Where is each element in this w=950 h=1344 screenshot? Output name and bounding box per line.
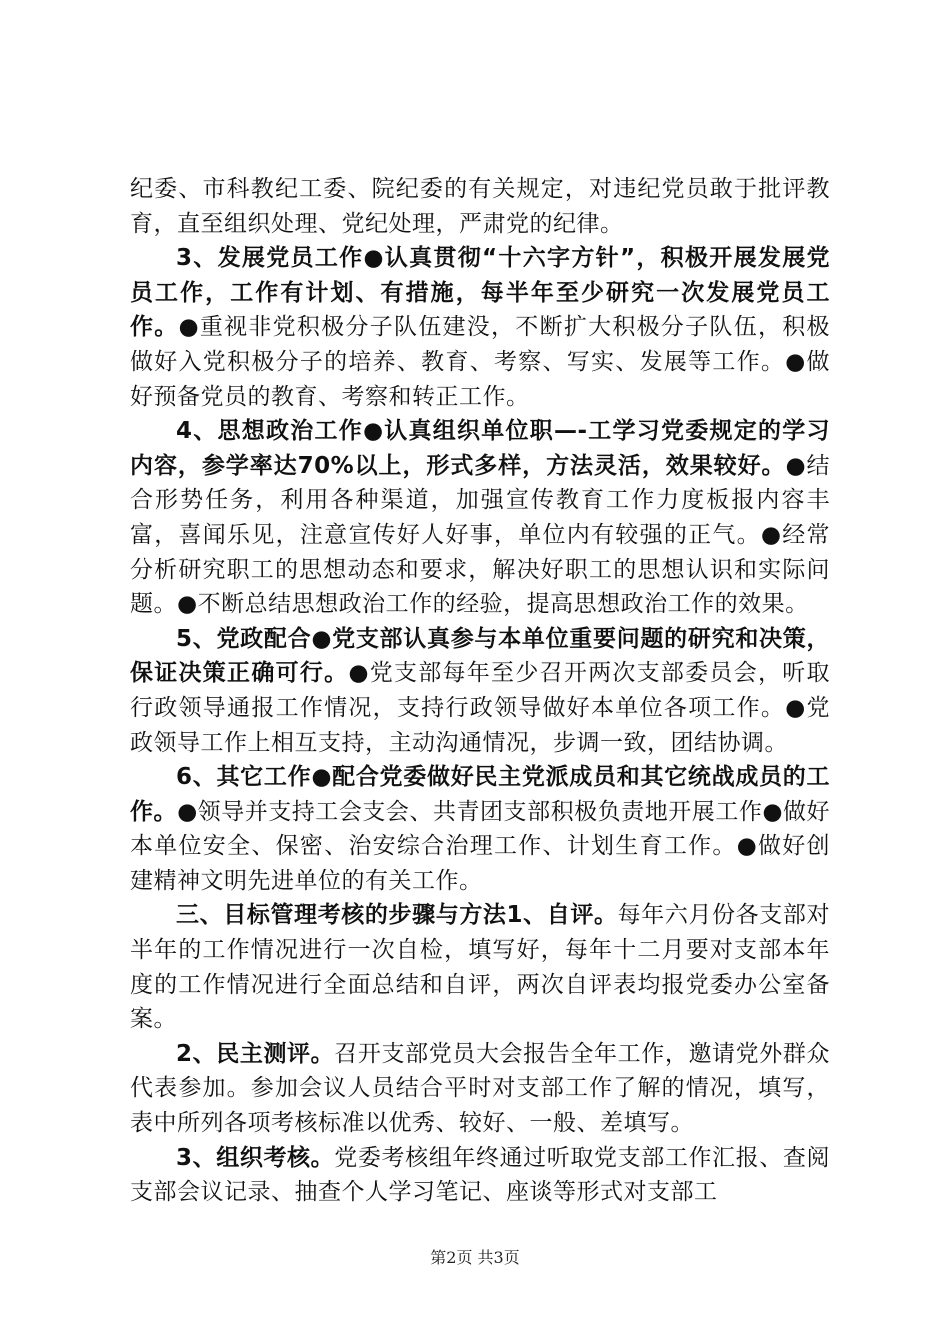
paragraph-heading-text: 3、发展党员工作●认真贯彻“十六字方针”，积极开展发展党员工作，工作有计划、有措施，每半年至少研究一次发展党员工作。: [130, 245, 830, 341]
paragraph-heading-text: 5、党政配合●党支部认真参与本单位重要问题的研究和决策，保证决策正确可行。: [130, 625, 830, 687]
paragraph: [130, 1037, 830, 1141]
paragraph-text: ●领导并支持工会支会、共青团支部积极负责地开展工作●做好本单位安全、保密、治安综合治理工作、计划生育工作。●做好创建精神文明先进单位的有关工作。: [130, 798, 831, 894]
paragraph-heading-text: 三、目标管理考核的步骤与方法1、自评。: [176, 902, 618, 929]
paragraph-heading-text: 4、思想政治工作●认真组织单位职—-工学习党委规定的学习内容，参学率达70%以上，形式多样，方法灵活，效果较好。: [130, 418, 830, 479]
paragraph-heading-text: 2、民主测评。: [176, 1040, 335, 1067]
paragraph: [130, 622, 830, 760]
paragraph-text: 纪委、市科教纪工委、院纪委的有关规定，对违纪党员敢于批评教育，直至组织处理、党纪处理，严肃党的纪律。: [130, 176, 830, 237]
paragraph-text: 每年六月份各支部对半年的工作情况进行一次自检，填写好，每年十二月要对支部本年度的工作情况进行全面总结和自评，两次自评表均报党委办公室备案。: [130, 902, 830, 1033]
paragraph: [130, 1141, 830, 1210]
paragraph-text: 党委考核组年终通过听取党支部工作汇报、查阅支部会议记录、抽查个人学习笔记、座谈等形式对支部工: [130, 1144, 830, 1206]
page-footer: 第2页 共3页: [430, 1248, 520, 1267]
paragraph-text: ●结合形势任务，利用各种渠道，加强宣传教育工作力度板报内容丰富，喜闻乐见，注意宣传好人好事，单位内有较强的正气。●经常分析研究职工的思想动态和要求，解决好职工的思想认识和实际问题。●不断总结思想政治工作的经验，提高思想政治工作的效果。: [130, 452, 830, 618]
paragraph: [130, 898, 830, 1036]
paragraph: [130, 760, 830, 898]
paragraph-text: 召开支部党员大会报告全年工作，邀请党外群众代表参加。参加会议人员结合平时对支部工作了解的情况，填写，表中所列各项考核标准以优秀、较好、一般、差填写。: [130, 1040, 830, 1137]
paragraph: [130, 241, 830, 414]
paragraph-text: ●重视非党积极分子队伍建没，不断扩大积极分子队伍，积极做好入党积极分子的培养、教育、考察、写实、发展等工作。●做好预备党员的教育、考察和转正工作。: [130, 314, 830, 410]
paragraph: [130, 414, 830, 622]
paragraph: [130, 172, 830, 241]
paragraph-heading-text: 3、组织考核。: [176, 1144, 335, 1171]
document-body: [130, 172, 830, 1210]
paragraph-text: ●党支部每年至少召开两次支部委员会，听取行政领导通报工作情况，支持行政领导做好本单位各项工作。●党政领导工作上相互支持，主动沟通情况，步调一致，团结协调。: [130, 660, 830, 756]
paragraph-heading-text: 6、其它工作●配合党委做好民主党派成员和其它统战成员的工作。: [130, 764, 830, 825]
